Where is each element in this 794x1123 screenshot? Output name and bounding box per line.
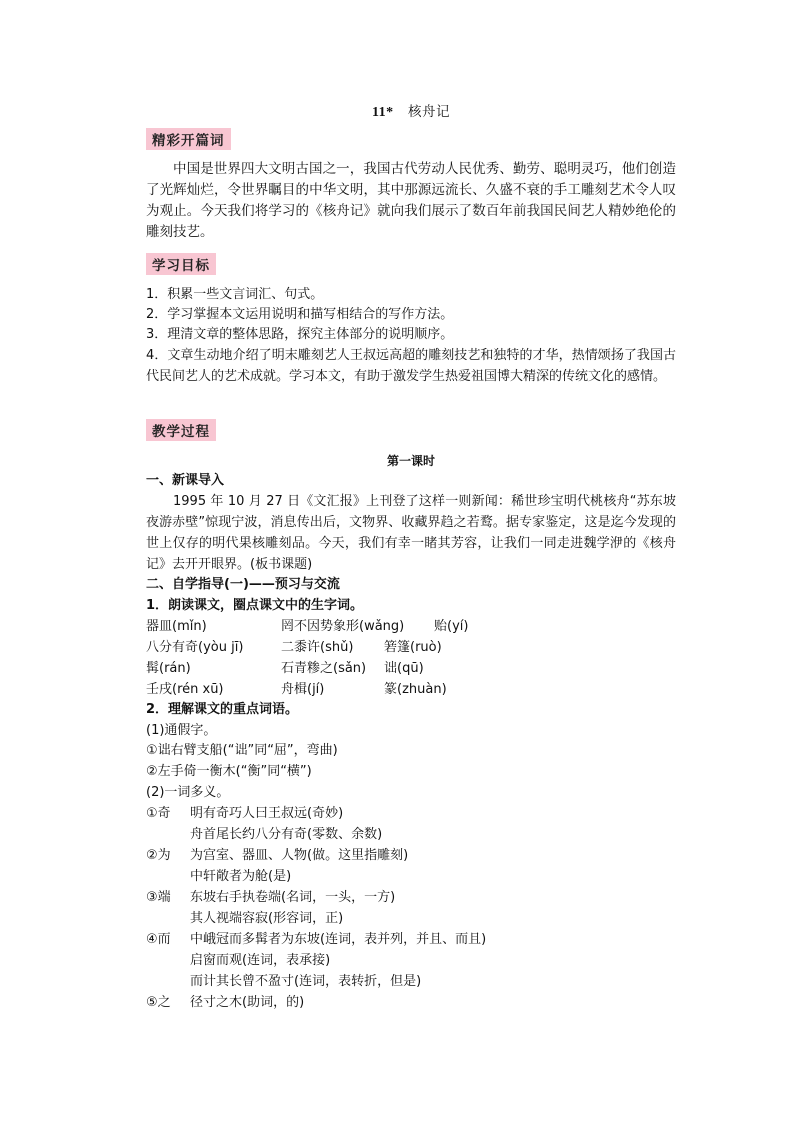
question-1: 1．朗读课文，圈点课文中的生字词。 [146,598,364,613]
goal-item-3: 3．理清文章的整体思路，探究主体部分的说明顺序。 [146,327,454,342]
goal-item-1: 1．积累一些文言词汇、句式。 [146,287,324,302]
section-tag-process: 教学过程 [146,419,216,441]
vocab-word: 篆(zhuàn) [384,682,447,697]
self-study-heading: 二、自学指导(一)——预习与交流 [146,577,340,592]
vocab-word: 罔不因势象形(wǎng) [281,619,405,634]
opening-paragraph: 中国是世界四大文明古国之一，我国古代劳动人民优秀、勤劳、聪明灵巧，他们创造了光辉灿烂，令世界瞩目的中华文明，其中那源远流长、久盛不衰的手工雕刻艺术令人叹为观止。今天我们将学习的《核舟记》就向我们展示了数百年前我国民间艺人精妙绝伦的雕刻技艺。 [146,161,676,240]
tongjia-item: ①诎右臂支船(“诎”同“屈”，弯曲) [146,743,338,758]
lesson-title: 核舟记 [408,104,451,120]
duoyi-word: ④而 [146,932,171,947]
vocab-word: 箬篷(ruò) [384,640,442,655]
vocab-word: 舟楫(jí) [281,682,325,697]
vocab-word: 诎(qū) [384,661,424,676]
duoyi-use: 中峨冠而多髯者为东坡(连词，表并列，并且、而且) [190,932,487,947]
duoyi-use: 舟首尾长约八分有奇(零数、余数) [190,827,383,842]
duoyi-use: 径寸之木(助词，的) [190,995,305,1010]
vocab-word: 贻(yí) [434,619,469,634]
vocab-word: 二黍许(shǔ) [281,640,354,655]
duoyi-word: ⑤之 [146,995,171,1010]
vocab-word: 壬戌(rén xū) [146,682,224,697]
vocab-word: 器皿(mǐn) [146,619,207,634]
duoyi-use: 中轩敞者为舱(是) [190,869,292,884]
duoyi-word: ①奇 [146,806,171,821]
tongjia-item: ②左手倚一衡木(“衡”同“横”) [146,764,312,779]
section-tag-goals: 学习目标 [146,253,216,275]
page-title [146,100,676,121]
lesson-period: 第一课时 [386,454,435,468]
lesson-number: 11* [371,105,394,120]
duoyi-heading: (2)一词多义。 [146,785,230,800]
vocab-word: 石青糁之(sǎn) [281,661,367,676]
intro-heading: 一、新课导入 [146,473,225,488]
duoyi-use: 其人视端容寂(形容词，正) [190,911,344,926]
question-2: 2．理解课文的重点词语。 [146,702,299,717]
vocab-word: 髯(rán) [146,661,191,676]
duoyi-use: 明有奇巧人曰王叔远(奇妙) [190,806,344,821]
duoyi-use: 而计其长曾不盈寸(连词，表转折，但是) [190,974,422,989]
duoyi-use: 为宫室、器皿、人物(做。这里指雕刻) [190,848,409,863]
duoyi-word: ③端 [146,890,171,905]
section-tag-opening: 精彩开篇词 [146,128,231,150]
duoyi-use: 东坡右手执卷端(名词，一头，一方) [190,890,396,905]
tongjia-heading: (1)通假字。 [146,723,217,738]
duoyi-word: ②为 [146,848,171,863]
goal-item-2: 2．学习掌握本文运用说明和描写相结合的写作方法。 [146,307,454,322]
vocab-word: 八分有奇(yòu jī) [146,640,244,655]
intro-paragraph: 1995 年 10 月 27 日《文汇报》上刊登了这样一则新闻：稀世珍宝明代桃核舟“苏东坡夜游赤壁”惊现宁波，消息传出后，文物界、收藏界趋之若鹜。据专家鉴定，这是迄今发现的世上仅存的明代果核雕刻品。今天，我们有幸一睹其芳容，让我们一同走进魏学洢的《核舟记》去开开眼界。(板书课题) [146,494,676,572]
duoyi-use: 启窗而观(连词，表承接) [190,953,331,968]
goal-item-4: 4．文章生动地介绍了明末雕刻艺人王叔远高超的雕刻技艺和独特的才华，热情颂扬了我国古代民间艺人的艺术成就。学习本文，有助于激发学生热爱祖国博大精深的传统文化的感情。 [146,348,676,384]
